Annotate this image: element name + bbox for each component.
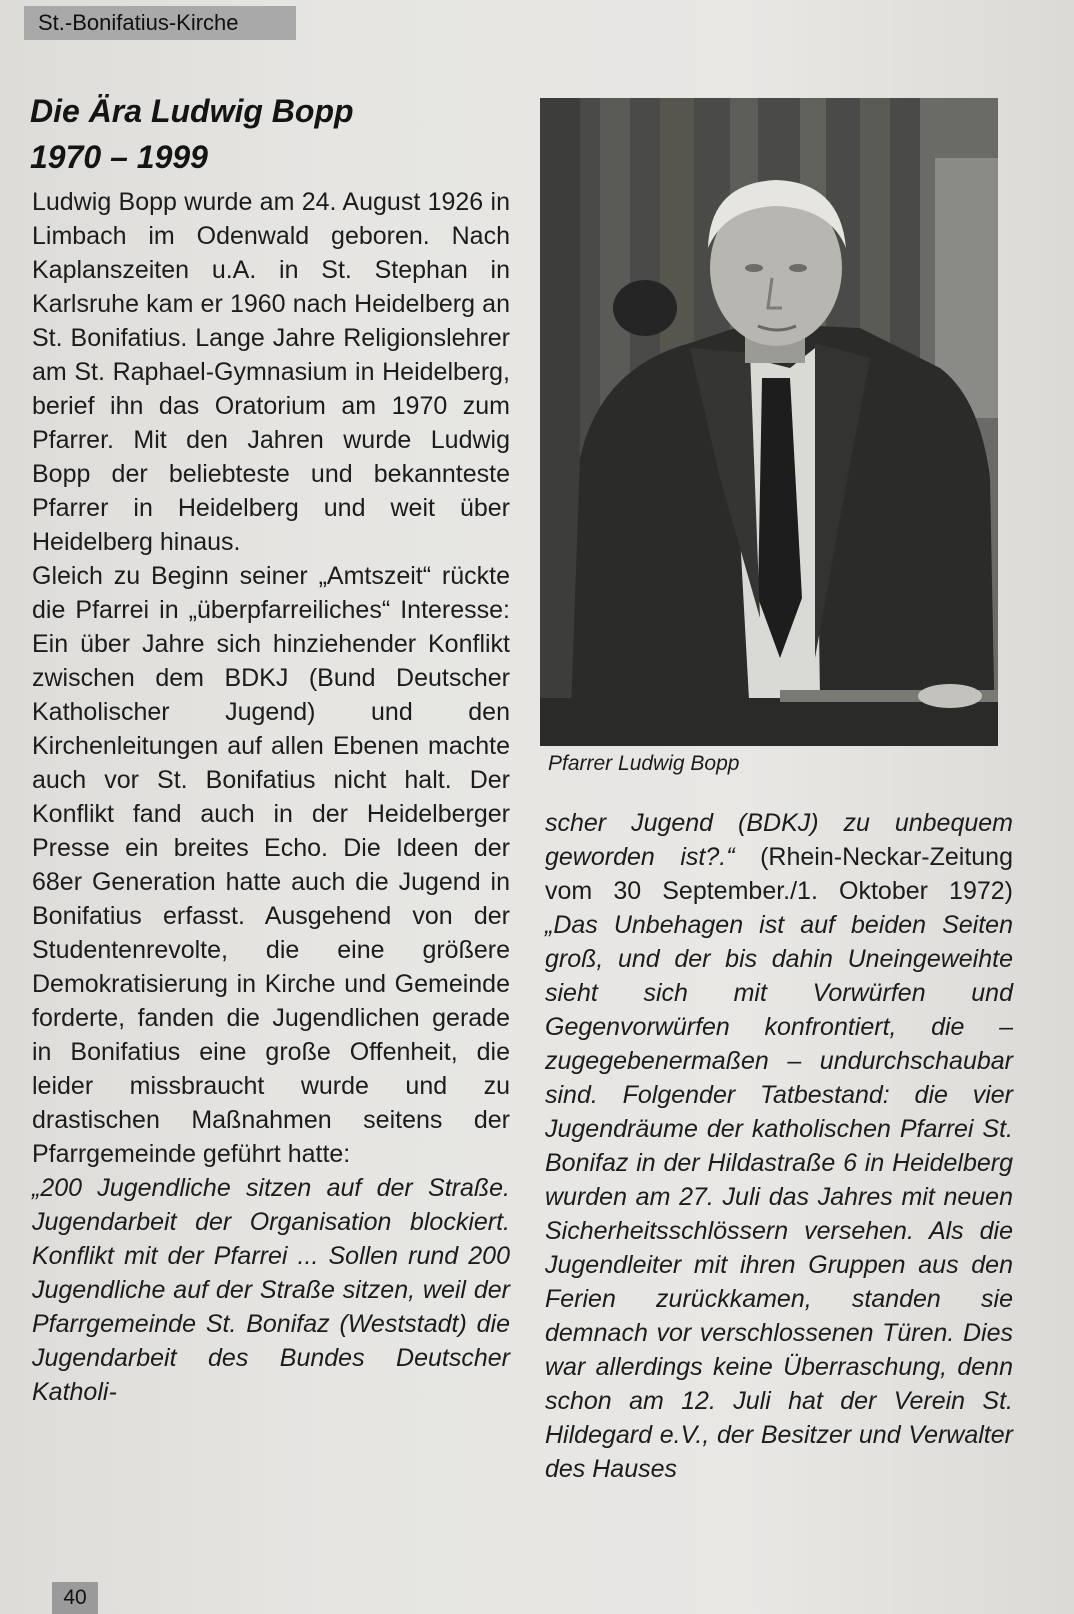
intro-paragraph: Ludwig Bopp wurde am 24. August 1926 in Limbach im Odenwald geboren. Nach Kaplanszeiten u.A. in St. Stephan in Karlsruhe kam er 1960 nach Heidelberg an St. Bonifatius. Lange Jahre Religionslehrer am St. Raphael-Gymnasium in Heidelberg, berief ihn das Oratorium am 1970 zum Pfarrer. Mit den Jahren wurde Ludwig Bopp der beliebteste und bekannteste Pfarrer in Heidelberg und weit über Heidelberg hinaus.: [32, 188, 510, 556]
article-title: [30, 88, 354, 180]
second-newspaper-quote: „Das Unbehagen ist auf beiden Seiten groß, und der bis dahin Uneingeweihte sieht sich mit Vorwürfen und Gegenvorwürfen konfrontiert, die – zugegebenermaßen – undurchschaubar sind. Folgender Tatbestand: die vier Jugendräume der katholischen Pfarrei St. Bonifaz in der Hildastraße 6 in Heidelberg wurden am 27. Juli das Jahres mit neuen Sicherheitsschlössern versehen. Als die Jugendleiter mit ihren Gruppen aus den Ferien zurückkamen, standen sie demnach vor verschlossenen Türen. Dies war allerdings keine Überraschung, denn schon am 12. Juli hat der Verein St. Hildegard e.V., der Besitzer und Verwalter des Hauses: [545, 911, 1013, 1483]
left-text-column: [32, 185, 510, 1409]
conflict-paragraph: Gleich zu Beginn seiner „Amtszeit“ rückte die Pfarrei in „überpfarreiliches“ Interesse: Ein über Jahre sich hinziehender Konflikt zwischen dem BDKJ (Bund Deutscher Katholischer Jugend) und den Kirchenleitungen auf allen Ebenen machte auch vor St. Bonifatius nicht halt. Der Konflikt fand auch in der Heidelberger Presse ein breites Echo. Die Ideen der 68er Generation hatte auch die Jugend in Bonifatius erfasst. Ausgehend von der Studentenrevolte, die eine größere Demokratisierung in Kirche und Gemeinde forderte, fanden die Jugendlichen gerade in Bonifatius eine große Offenheit, die leider missbraucht wurde und zu drastischen Maßnahmen seitens der Pfarrgemeinde geführt hatte:: [32, 562, 510, 1168]
page-number: 40: [52, 1582, 98, 1614]
section-header-tab: [24, 6, 296, 40]
quote-ending: scher Jugend (BDKJ) zu unbequem geworden ist?.“: [545, 809, 1013, 871]
portrait-photo: [540, 98, 998, 746]
section-title: St.-Bonifatius-Kirche: [38, 10, 239, 35]
right-text-column: [545, 806, 1013, 1486]
article-title-line2: 1970 – 1999: [30, 139, 208, 175]
newspaper-quote-continued: [545, 806, 1013, 1486]
newspaper-quote-start: „200 Jugendliche sitzen auf der Straße. Jugendarbeit der Organisation blockiert. Konflikt mit der Pfarrei ... Sollen rund 200 Jugendliche auf der Straße sitzen, weil der Pfarrgemeinde St. Bonifaz (Weststadt) die Jugendarbeit des Bundes Deutscher Katholi-: [32, 1174, 510, 1406]
photo-caption: Pfarrer Ludwig Bopp: [548, 752, 740, 775]
quote-source: (Rhein-Neckar-Zeitung vom 30 September./1. Oktober 1972): [545, 843, 1013, 905]
article-title-line1: Die Ära Ludwig Bopp: [30, 93, 354, 129]
portrait-illustration: [540, 98, 998, 746]
